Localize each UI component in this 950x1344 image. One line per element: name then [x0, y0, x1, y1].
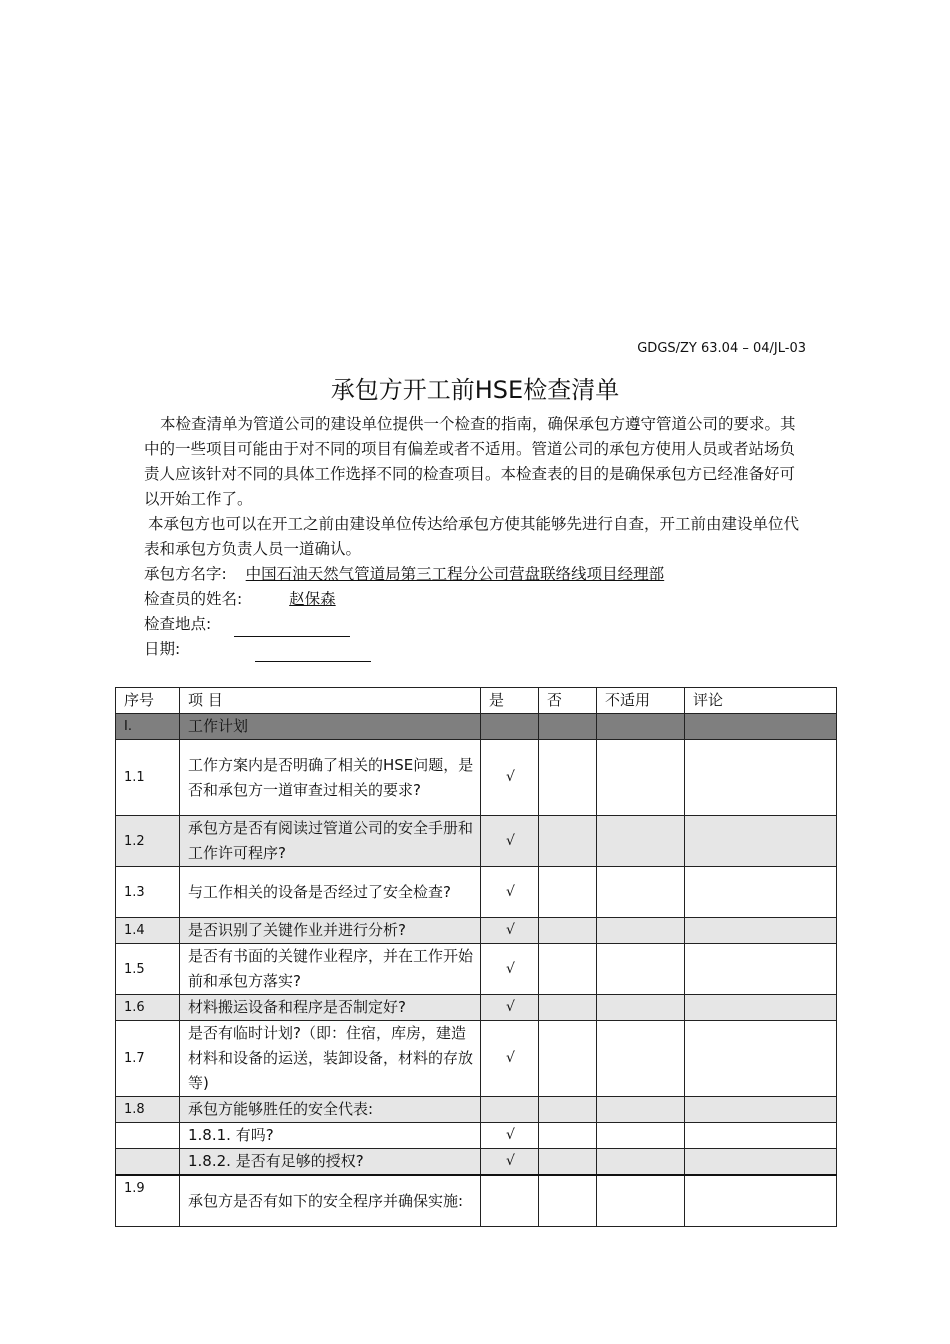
document-title: 承包方开工前HSE检查清单	[330, 376, 620, 404]
section-row	[116, 714, 837, 740]
intro-paragraph-1: 本检查清单为管道公司的建设单位提供一个检查的指南，确保承包方遵守管道公司的要求。其中的一些项目可能由于对不同的项目有偏差或者不适用。管道公司的承包方使用人员或者站场负责人应该针对不同的具体工作选择不同的检查项目。本检查表的目的是确保承包方已经准备好可以开始工作了。	[144, 415, 796, 508]
row-na-cell	[597, 918, 685, 944]
row-comment-cell	[685, 1097, 837, 1123]
row-comment-cell	[685, 867, 837, 918]
row-item: 1.8.1. 有吗?	[180, 1123, 481, 1149]
section-comment-cell	[685, 714, 837, 740]
row-no-cell	[539, 1021, 597, 1097]
row-yes-check: √	[481, 816, 539, 867]
table-row	[116, 1097, 837, 1123]
row-yes-check: √	[481, 1123, 539, 1149]
row-comment-cell	[685, 1021, 837, 1097]
row-yes-check: √	[481, 867, 539, 918]
row-no-cell	[539, 1123, 597, 1149]
row-no-cell	[539, 740, 597, 816]
row-comment-cell	[685, 1175, 837, 1227]
intro-text	[144, 412, 808, 562]
location-blank	[234, 619, 350, 637]
section-number: I.	[116, 714, 180, 740]
table-row	[116, 1149, 837, 1176]
row-number	[116, 1123, 180, 1149]
row-yes-check: √	[481, 918, 539, 944]
row-number: 1.3	[116, 867, 180, 918]
header-no: 否	[539, 688, 597, 714]
row-no-cell	[539, 918, 597, 944]
table-row	[116, 816, 837, 867]
row-comment-cell	[685, 740, 837, 816]
row-item: 承包方是否有如下的安全程序并确保实施:	[180, 1175, 481, 1227]
header-comment: 评论	[685, 688, 837, 714]
date-line	[144, 637, 371, 662]
row-item: 承包方能够胜任的安全代表:	[180, 1097, 481, 1123]
table-row	[116, 995, 837, 1021]
contractor-line	[144, 562, 664, 587]
row-no-cell	[539, 816, 597, 867]
intro-paragraph-2: 本承包方也可以在开工之前由建设单位传达给承包方使其能够先进行自查，开工前由建设单位代表和承包方负责人员一道确认。	[144, 515, 800, 558]
row-yes-check: √	[481, 944, 539, 995]
contractor-label: 承包方名字:	[144, 565, 227, 583]
row-yes-check	[481, 1175, 539, 1227]
row-na-cell	[597, 1123, 685, 1149]
row-comment-cell	[685, 816, 837, 867]
row-number: 1.6	[116, 995, 180, 1021]
row-item: 1.8.2. 是否有足够的授权?	[180, 1149, 481, 1176]
row-no-cell	[539, 1097, 597, 1123]
row-na-cell	[597, 1175, 685, 1227]
row-no-cell	[539, 995, 597, 1021]
row-number: 1.5	[116, 944, 180, 995]
row-na-cell	[597, 1097, 685, 1123]
location-line	[144, 612, 350, 637]
row-na-cell	[597, 1149, 685, 1176]
row-number: 1.9	[116, 1175, 180, 1227]
row-no-cell	[539, 1175, 597, 1227]
row-number: 1.8	[116, 1097, 180, 1123]
row-number: 1.1	[116, 740, 180, 816]
section-title: 工作计划	[180, 714, 481, 740]
row-yes-check: √	[481, 995, 539, 1021]
document-code: GDGS/ZY 63.04 – 04/JL-03	[637, 341, 806, 356]
row-number: 1.7	[116, 1021, 180, 1097]
row-comment-cell	[685, 1123, 837, 1149]
row-na-cell	[597, 1021, 685, 1097]
table-row	[116, 867, 837, 918]
section-yes-cell	[481, 714, 539, 740]
row-item: 是否有临时计划?（即：住宿，库房，建造材料和设备的运送，装卸设备，材料的存放等)	[180, 1021, 481, 1097]
date-blank	[255, 644, 371, 662]
row-item: 是否识别了关键作业并进行分析?	[180, 918, 481, 944]
inspector-value: 赵保森	[289, 590, 336, 608]
row-comment-cell	[685, 1149, 837, 1176]
table-row	[116, 1021, 837, 1097]
row-no-cell	[539, 1149, 597, 1176]
row-no-cell	[539, 944, 597, 995]
row-number	[116, 1149, 180, 1176]
row-na-cell	[597, 740, 685, 816]
row-comment-cell	[685, 995, 837, 1021]
row-na-cell	[597, 816, 685, 867]
inspector-line	[144, 587, 342, 612]
header-number: 序号	[116, 688, 180, 714]
table-row	[116, 918, 837, 944]
table-row	[116, 944, 837, 995]
table-row	[116, 1123, 837, 1149]
header-yes: 是	[481, 688, 539, 714]
row-no-cell	[539, 867, 597, 918]
section-na-cell	[597, 714, 685, 740]
row-yes-check	[481, 1097, 539, 1123]
table-row	[116, 740, 837, 816]
table-row	[116, 1175, 837, 1227]
row-yes-check: √	[481, 1021, 539, 1097]
row-yes-check: √	[481, 1149, 539, 1176]
row-item: 工作方案内是否明确了相关的HSE问题，是否和承包方一道审查过相关的要求?	[180, 740, 481, 816]
checklist-table	[115, 687, 837, 1227]
contractor-value: 中国石油天然气管道局第三工程分公司营盘联络线项目经理部	[245, 565, 665, 583]
header-not-applicable: 不适用	[597, 688, 685, 714]
row-comment-cell	[685, 918, 837, 944]
row-item: 是否有书面的关键作业程序，并在工作开始前和承包方落实?	[180, 944, 481, 995]
row-number: 1.2	[116, 816, 180, 867]
row-na-cell	[597, 867, 685, 918]
table-header-row	[116, 688, 837, 714]
date-label: 日期:	[144, 640, 181, 658]
inspector-label: 检查员的姓名:	[144, 590, 243, 608]
row-comment-cell	[685, 944, 837, 995]
row-na-cell	[597, 995, 685, 1021]
row-item: 材料搬运设备和程序是否制定好?	[180, 995, 481, 1021]
row-item: 承包方是否有阅读过管道公司的安全手册和工作许可程序?	[180, 816, 481, 867]
row-yes-check: √	[481, 740, 539, 816]
row-item: 与工作相关的设备是否经过了安全检查?	[180, 867, 481, 918]
section-no-cell	[539, 714, 597, 740]
row-number: 1.4	[116, 918, 180, 944]
header-item: 项 目	[180, 688, 481, 714]
row-na-cell	[597, 944, 685, 995]
location-label: 检查地点:	[144, 615, 212, 633]
